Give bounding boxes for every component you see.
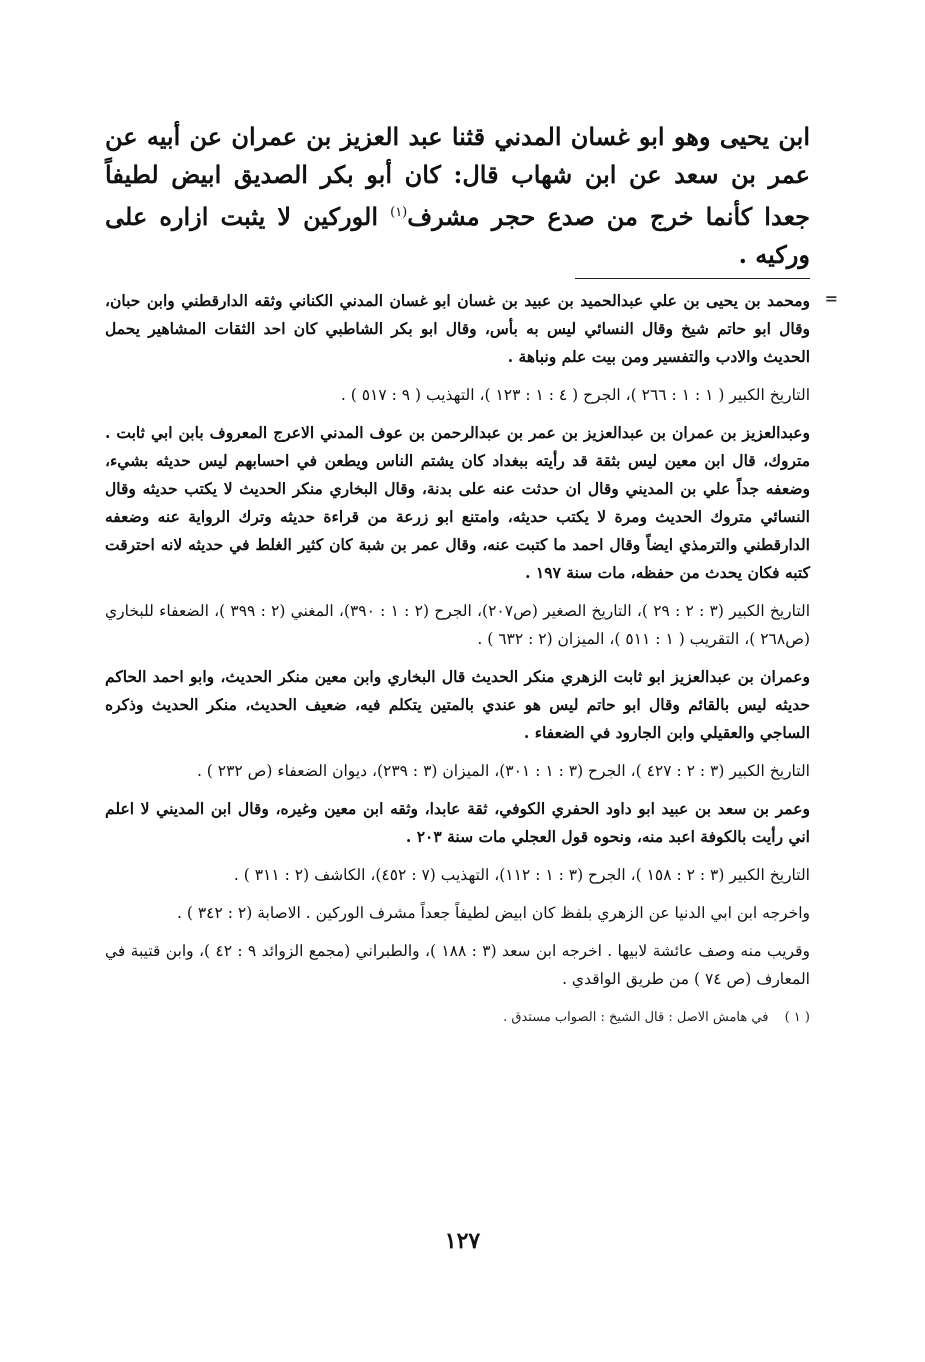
footnote xyxy=(105,1007,810,1029)
note-paragraph: التاريخ الكبير (٣ : ٢ : ١٥٨ )، الجرح (٣ : ١ : ١١٢)، التهذيب (٧ : ٤٥٢)، الكاشف (٢ : ٣١١ ) . xyxy=(233,866,810,884)
footnote-separator xyxy=(575,278,810,279)
main-text xyxy=(105,118,810,274)
note-paragraph: وعمران بن عبدالعزيز ابو ثابت الزهري منكر الحديث قال البخاري وابن معين منكر الحديث، وابو احمد الحاكم حديثه ليس بالقائم وقال ابو حاتم ليس هو عندي بالمتين يتكلم فيه، ضعيف الحديث، منكر الحديث وذكره الساجي والعقيلي وابن الجارود في الضعفاء . xyxy=(105,667,810,742)
note-paragraph: ومحمد بن يحيى بن علي عبدالحميد بن عبيد بن غسان ابو غسان المدني الكناني وثقه الدارقطني وابن حبان، وقال ابو حاتم شيخ وقال النسائي ليس به بأس، وقال ابو بكر الشاطبي كان احد الثقات المشاهير يحمل الحديث والادب والتفسير ومن بيت علم ونباهة . xyxy=(105,291,810,366)
note-paragraph: التاريخ الكبير (٣ : ٢ : ٤٢٧ )، الجرح (٣ : ١ : ٣٠١)، الميزان (٣ : ٢٣٩)، ديوان الضعفاء (ص ٢٣٢ ) . xyxy=(196,762,810,780)
continuation-mark: = xyxy=(824,289,838,308)
footnote-text: في هامش الاصل : قال الشيخ : الصواب مستدق . xyxy=(503,1010,769,1025)
main-text-part-2: الوركين لا يثبت ازاره على وركيه . xyxy=(105,202,810,269)
footnote-reference: (١) xyxy=(390,205,408,220)
main-text-part-1: ابن يحيى وهو ابو غسان المدني قثنا عبد العزيز بن عمران عن أبيه عن عمر بن سعد عن ابن شهاب قال: كان أبو بكر الصديق ابيض لطيفاً جعدا كأنما خرج من صدع حجر مشرف xyxy=(105,122,810,231)
note-paragraph: واخرجه ابن ابي الدنيا عن الزهري بلفظ كان ابيض لطيفاً جعداً مشرف الوركين . الاصابة (٢ : ٣٤٢ ) . xyxy=(177,904,810,922)
note-paragraph: التاريخ الكبير (٣ : ٢ : ٢٩ )، التاريخ الصغير (ص٢٠٧)، الجرح (٢ : ١ : ٣٩٠)، المغني (٢ : ٣٩٩ )، الضعفاء للبخاري (ص٢٦٨ )، التقريب ( ١ : ٥١١ )، الميزان (٢ : ٦٣٢ ) . xyxy=(105,602,811,648)
note-paragraph: وعمر بن سعد بن عبيد ابو داود الحفري الكوفي، ثقة عابدا، وثقه ابن معين وغيره، وقال ابن المديني لا اعلم اني رأيت بالكوفة اعبد منه، ونحوه قول العجلي مات سنة ٢٠٣ . xyxy=(105,799,810,846)
page-number: ١٢٧ xyxy=(444,1228,481,1254)
notes-section xyxy=(105,287,838,993)
note-paragraph: التاريخ الكبير ( ١ : ١ : ٢٦٦ )، الجرح ( ٤ : ١ : ١٢٣ )، التهذيب ( ٩ : ٥١٧ ) . xyxy=(340,386,810,404)
footnote-number: ( ١ ) xyxy=(784,1010,810,1025)
page-body xyxy=(105,118,838,1029)
note-paragraph: وعبدالعزيز بن عمران بن عبدالعزيز بن عمر بن عبدالرحمن بن عوف المدني الاعرج المعروف بابن ابي ثابت . متروك، قال ابن معين ليس بثقة قد رأيته ببغداد كان يشتم الناس ويطعن في احسابهم ليس حديثه بشيء، وضعفه جداً علي بن المديني وقال ان حدثت عنه على بدنة، وقال البخاري منكر الحديث لا يكتب حديثه وقال النسائي متروك الحديث ومرة لا يكتب حديثه، وامتنع ابو زرعة من قراءة حديثه وترك الرواية عنه وضعفه الدارقطني والترمذي ايضاً وقال احمد ما كتبت عنه، وقال عمر بن شبة كان كثير الغلط في حديثه لانه احترقت كتبه فكان يحدث من حفظه، مات سنة ١٩٧ . xyxy=(105,423,810,582)
note-paragraph: وقريب منه وصف عائشة لابيها . اخرجه ابن سعد (٣ : ١٨٨ )، والطبراني (مجمع الزوائد ٩ : ٤٢ )، وابن قتيبة في المعارف (ص ٧٤ ) من طريق الواقدي . xyxy=(105,942,810,988)
